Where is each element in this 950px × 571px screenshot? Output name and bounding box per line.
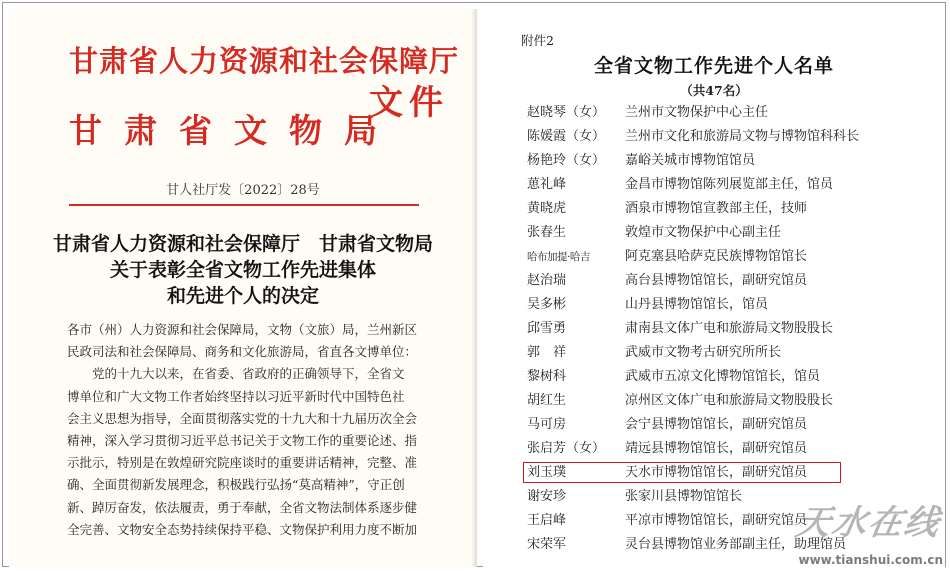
person-position: 高台县博物馆馆长，副研究馆员 [625, 273, 808, 288]
person-position: 山丹县博物馆馆长，馆员 [625, 297, 769, 312]
list-item [527, 437, 937, 461]
body-line: 全完善、文物安全态势持续保持平稳、文物保护利用力度不断加 [67, 521, 418, 537]
body-line: 确、全面贯彻新发展理念，积极践行弘扬“莫高精神”，守正创 [67, 477, 405, 493]
person-name: 张春生 [527, 225, 567, 240]
person-name: 刘玉璞 [527, 465, 567, 480]
person-position: 金昌市博物馆陈列展览部主任，馆员 [625, 177, 834, 192]
body-line: 党的十九大以来，在省委、省政府的正确领导下，全省文 [67, 366, 405, 382]
person-name: 王启峰 [527, 513, 567, 528]
list-item [527, 173, 937, 197]
site-watermark [779, 487, 949, 571]
list-item [527, 197, 937, 221]
person-position: 武威市文物考古研究所所长 [625, 345, 782, 360]
count-label: （共47名） [680, 83, 748, 98]
list-item [527, 245, 937, 269]
person-position: 兰州市文化和旅游局文物与博物馆科科长 [625, 129, 860, 144]
body-line: 精神，深入学习贯彻习近平总书记关于文物工作的重要论述、指 [67, 433, 418, 449]
list-item [527, 101, 937, 125]
person-name: 哈布加提·哈吉 [527, 251, 590, 263]
person-name: 吴多彬 [527, 297, 567, 312]
document-number: 甘人社厅发〔2022〕28号 [166, 183, 320, 198]
person-name: 张启芳（女） [527, 441, 606, 456]
body-line: 各市（州）人力资源和社会保障局，文物（文旅）局，兰州新区 [67, 322, 418, 337]
list-item [527, 293, 937, 317]
list-item [527, 269, 937, 293]
person-position: 武威市五凉文化博物馆馆长，馆员 [625, 369, 821, 384]
person-position: 平凉市博物馆馆长，副研究馆员 [625, 513, 808, 528]
document-title-line-3: 和先进个人的决定 [166, 285, 319, 307]
person-position: 张家川县博物馆馆长 [625, 489, 743, 504]
person-position: 敦煌市文物保护中心副主任 [625, 225, 782, 240]
person-position: 肃南县文体广电和旅游局文物股股长 [625, 321, 834, 336]
person-position: 靖远县博物馆馆长，副研究馆员 [625, 441, 808, 456]
list-item [527, 413, 937, 437]
list-item [527, 149, 937, 173]
person-name: 陈媛霞（女） [527, 129, 606, 144]
list-item [527, 125, 937, 149]
issuer-line-2: 甘肃省文物局 [69, 111, 399, 150]
document-word: 文件 [369, 83, 449, 123]
person-name: 谢安珍 [527, 489, 567, 504]
list-item [527, 365, 937, 389]
list-item [527, 341, 937, 365]
honor-list-page [483, 9, 945, 567]
person-position: 兰州市文物保护中心主任 [625, 105, 769, 120]
watermark-url: www.tianshui.com.cn [798, 553, 943, 567]
person-name: 杨艳玲（女） [527, 153, 606, 168]
body-line: 会主义思想为指导，全面贯彻落实党的十九大和十九届历次全会 [67, 410, 418, 426]
body-line: 示批示，特别是在敦煌研究院座谈时的重要讲话精神，完整、准 [67, 455, 418, 471]
person-position: 嘉峪关城市博物馆馆员 [625, 153, 756, 168]
person-name: 宋荣军 [527, 537, 567, 552]
decision-document-page [9, 9, 477, 567]
person-name: 赵治瑞 [527, 273, 567, 288]
person-name: 黎树科 [527, 369, 567, 384]
document-title-line-2: 关于表彰全省文物工作先进集体 [109, 259, 376, 281]
list-item [527, 221, 937, 245]
list-item [527, 317, 937, 341]
person-position: 阿克塞县哈萨克民族博物馆馆长 [625, 249, 808, 264]
person-name: 胡红生 [527, 393, 567, 408]
body-line: 博单位和广大文物工作者始终坚持以习近平新时代中国特色社 [67, 388, 405, 404]
document-body [67, 319, 427, 541]
person-name: 马可房 [527, 417, 567, 432]
list-item [527, 389, 937, 413]
document-title-line-1: 甘肃省人力资源和社会保障厅 甘肃省文物局 [52, 233, 433, 255]
document-frame [2, 2, 946, 567]
person-position: 酒泉市博物馆宣教部主任，技师 [625, 201, 808, 216]
annex-label: 附件2 [521, 33, 554, 48]
person-position: 会宁县博物馆馆长，副研究馆员 [625, 417, 808, 432]
page-edge-shadow [471, 9, 477, 567]
person-name: 葸礼峰 [527, 177, 567, 192]
person-name: 黄晓虎 [527, 201, 567, 216]
person-position: 灵台县博物馆业务部副主任，助理馆员 [625, 537, 847, 552]
issuer-line-1: 甘肃省人力资源和社会保障厅 [69, 44, 460, 78]
body-line: 新、踔厉奋发，依法履责，勇于奉献，全省文物法制体系逐步健 [67, 499, 418, 515]
list-title: 全省文物工作先进个人名单 [593, 55, 834, 77]
watermark-logo-text: 天水在线 [792, 503, 944, 543]
person-name: 郭 祥 [527, 345, 567, 360]
person-name: 邱雪勇 [527, 321, 567, 336]
person-name: 赵晓琴（女） [527, 105, 606, 120]
body-line: 民政司法和社会保障局、商务和文化旅游局，省直各文博单位： [67, 344, 418, 360]
person-position: 凉州区文体广电和旅游局文物股股长 [625, 393, 834, 408]
red-divider-line [69, 204, 419, 206]
highlighted-list-item [527, 461, 937, 485]
person-position: 天水市博物馆馆长，副研究馆员 [625, 465, 808, 480]
